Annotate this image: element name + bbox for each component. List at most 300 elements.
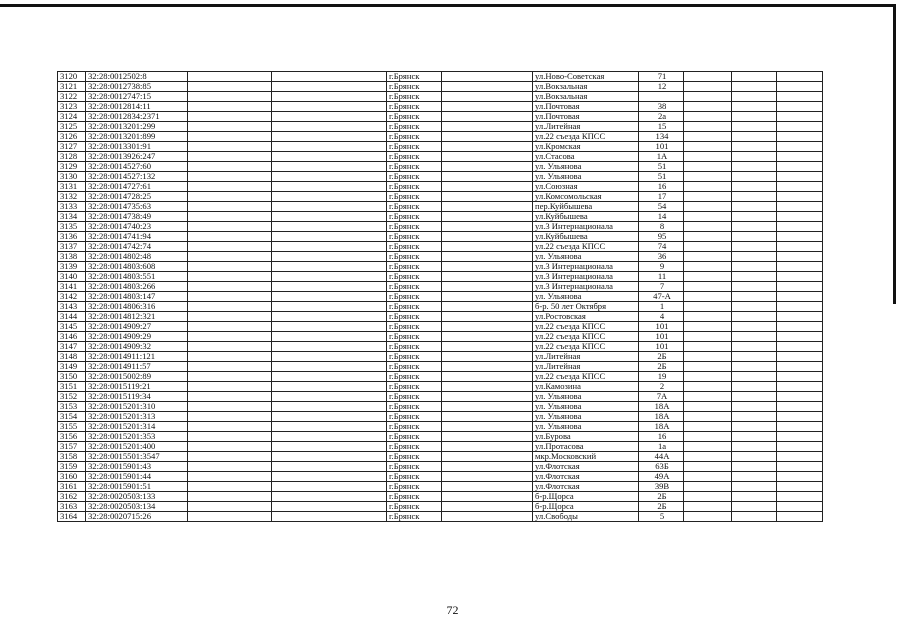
table-row	[58, 202, 823, 212]
cell-row-number: 3152	[58, 392, 86, 402]
cell-empty	[732, 332, 777, 342]
cell-street: ул.22 съезда КПСС	[533, 132, 639, 142]
cell-empty	[442, 512, 533, 522]
cell-empty	[442, 372, 533, 382]
cell-empty	[188, 392, 272, 402]
table-row	[58, 422, 823, 432]
cell-street: ул. Ульянова	[533, 172, 639, 182]
cell-street: ул.Вокзальная	[533, 92, 639, 102]
cell-empty	[188, 312, 272, 322]
cell-street: ул.Кромская	[533, 142, 639, 152]
cell-row-number: 3155	[58, 422, 86, 432]
cell-empty	[272, 232, 387, 242]
cell-empty	[442, 222, 533, 232]
cell-cadastral-number: 32:28:0013926:247	[86, 152, 188, 162]
cell-empty	[732, 512, 777, 522]
cell-empty	[684, 192, 732, 202]
cell-empty	[272, 352, 387, 362]
cell-cadastral-number: 32:28:0014740:23	[86, 222, 188, 232]
cell-row-number: 3159	[58, 462, 86, 472]
cell-empty	[732, 262, 777, 272]
cell-city: г.Брянск	[387, 362, 442, 372]
cell-empty	[732, 352, 777, 362]
cell-house-number: 71	[639, 72, 684, 82]
cell-empty	[684, 362, 732, 372]
cell-empty	[272, 192, 387, 202]
cell-house-number: 11	[639, 272, 684, 282]
cell-empty	[272, 282, 387, 292]
cell-empty	[188, 422, 272, 432]
cell-empty	[188, 352, 272, 362]
cell-cadastral-number: 32:28:0020503:133	[86, 492, 188, 502]
cell-empty	[272, 382, 387, 392]
cell-empty	[777, 272, 823, 282]
cell-empty	[442, 402, 533, 412]
cell-empty	[272, 392, 387, 402]
cell-row-number: 3134	[58, 212, 86, 222]
cell-house-number: 47-А	[639, 292, 684, 302]
table-row	[58, 222, 823, 232]
cell-city: г.Брянск	[387, 332, 442, 342]
cell-city: г.Брянск	[387, 172, 442, 182]
cell-street: мкр.Московский	[533, 452, 639, 462]
cell-empty	[188, 142, 272, 152]
cell-cadastral-number: 32:28:0014803:147	[86, 292, 188, 302]
cell-empty	[684, 352, 732, 362]
cell-row-number: 3132	[58, 192, 86, 202]
cell-empty	[732, 92, 777, 102]
cell-empty	[272, 72, 387, 82]
cell-row-number: 3154	[58, 412, 86, 422]
cell-empty	[188, 332, 272, 342]
cell-empty	[442, 242, 533, 252]
cell-empty	[188, 462, 272, 472]
table-row	[58, 342, 823, 352]
cell-house-number: 51	[639, 172, 684, 182]
cell-street: ул.Вокзальная	[533, 82, 639, 92]
table-row	[58, 492, 823, 502]
cell-street: ул.Ново-Советская	[533, 72, 639, 82]
cell-empty	[684, 312, 732, 322]
cell-empty	[272, 152, 387, 162]
cell-city: г.Брянск	[387, 342, 442, 352]
cell-row-number: 3122	[58, 92, 86, 102]
cell-empty	[188, 282, 272, 292]
cell-city: г.Брянск	[387, 302, 442, 312]
cell-city: г.Брянск	[387, 132, 442, 142]
registry-table-body	[58, 72, 823, 522]
cell-empty	[272, 332, 387, 342]
cell-empty	[732, 112, 777, 122]
cell-empty	[732, 282, 777, 292]
cell-empty	[732, 162, 777, 172]
cell-cadastral-number: 32:28:0014806:316	[86, 302, 188, 312]
cell-street: ул. Ульянова	[533, 422, 639, 432]
cell-house-number: 38	[639, 102, 684, 112]
cell-house-number: 95	[639, 232, 684, 242]
cell-empty	[442, 392, 533, 402]
cell-city: г.Брянск	[387, 72, 442, 82]
table-row	[58, 272, 823, 282]
cell-empty	[684, 372, 732, 382]
cell-empty	[442, 462, 533, 472]
cell-city: г.Брянск	[387, 272, 442, 282]
table-row	[58, 132, 823, 142]
cell-row-number: 3149	[58, 362, 86, 372]
cell-empty	[272, 182, 387, 192]
cell-street: ул.22 съезда КПСС	[533, 372, 639, 382]
cell-empty	[188, 82, 272, 92]
cell-city: г.Брянск	[387, 422, 442, 432]
cell-empty	[442, 282, 533, 292]
cell-empty	[732, 242, 777, 252]
cell-empty	[188, 152, 272, 162]
cell-empty	[684, 292, 732, 302]
cell-empty	[188, 182, 272, 192]
cell-city: г.Брянск	[387, 192, 442, 202]
cell-house-number: 74	[639, 242, 684, 252]
cell-street: ул.22 съезда КПСС	[533, 242, 639, 252]
cell-row-number: 3144	[58, 312, 86, 322]
cell-street: ул.Флотская	[533, 472, 639, 482]
cell-cadastral-number: 32:28:0020715:26	[86, 512, 188, 522]
cell-empty	[272, 292, 387, 302]
cell-empty	[684, 432, 732, 442]
cell-city: г.Брянск	[387, 502, 442, 512]
table-row	[58, 92, 823, 102]
cell-city: г.Брянск	[387, 212, 442, 222]
cell-empty	[272, 172, 387, 182]
cell-cadastral-number: 32:28:0015901:44	[86, 472, 188, 482]
cell-empty	[272, 162, 387, 172]
cell-empty	[188, 252, 272, 262]
cell-empty	[442, 72, 533, 82]
cell-empty	[684, 122, 732, 132]
cell-empty	[442, 142, 533, 152]
cell-cadastral-number: 32:28:0014909:27	[86, 322, 188, 332]
cell-empty	[188, 202, 272, 212]
cell-cadastral-number: 32:28:0015201:310	[86, 402, 188, 412]
cell-empty	[272, 122, 387, 132]
cell-empty	[732, 222, 777, 232]
cell-empty	[188, 162, 272, 172]
cell-empty	[684, 172, 732, 182]
cell-empty	[442, 232, 533, 242]
cell-row-number: 3162	[58, 492, 86, 502]
cell-city: г.Брянск	[387, 412, 442, 422]
cell-city: г.Брянск	[387, 442, 442, 452]
cell-empty	[188, 432, 272, 442]
cell-row-number: 3130	[58, 172, 86, 182]
cell-city: г.Брянск	[387, 472, 442, 482]
cell-empty	[684, 152, 732, 162]
cell-empty	[188, 482, 272, 492]
cell-empty	[777, 212, 823, 222]
table-row	[58, 292, 823, 302]
cell-empty	[732, 182, 777, 192]
table-row	[58, 142, 823, 152]
cell-cadastral-number: 32:28:0015201:313	[86, 412, 188, 422]
cell-city: г.Брянск	[387, 492, 442, 502]
cell-cadastral-number: 32:28:0015901:43	[86, 462, 188, 472]
cell-empty	[777, 152, 823, 162]
cell-row-number: 3125	[58, 122, 86, 132]
table-row	[58, 122, 823, 132]
cell-empty	[777, 382, 823, 392]
cell-empty	[684, 392, 732, 402]
cell-empty	[442, 412, 533, 422]
cell-street: ул.22 съезда КПСС	[533, 322, 639, 332]
cell-empty	[272, 482, 387, 492]
cell-city: г.Брянск	[387, 232, 442, 242]
cell-empty	[188, 382, 272, 392]
cell-empty	[777, 252, 823, 262]
cell-empty	[442, 422, 533, 432]
cell-empty	[732, 312, 777, 322]
table-row	[58, 442, 823, 452]
cell-street: ул.Флотская	[533, 482, 639, 492]
cell-empty	[188, 362, 272, 372]
cell-empty	[442, 472, 533, 482]
cell-row-number: 3161	[58, 482, 86, 492]
cell-empty	[777, 172, 823, 182]
cell-cadastral-number: 32:28:0014741:94	[86, 232, 188, 242]
cell-empty	[732, 122, 777, 132]
cell-empty	[684, 402, 732, 412]
cell-street: ул. Ульянова	[533, 392, 639, 402]
cell-row-number: 3158	[58, 452, 86, 462]
cell-street: ул.22 съезда КПСС	[533, 332, 639, 342]
cell-empty	[272, 222, 387, 232]
cell-empty	[732, 492, 777, 502]
cell-empty	[684, 112, 732, 122]
cell-empty	[188, 342, 272, 352]
cell-street: ул. Ульянова	[533, 292, 639, 302]
cell-empty	[272, 422, 387, 432]
cell-house-number: 18А	[639, 422, 684, 432]
cell-empty	[684, 92, 732, 102]
cell-row-number: 3142	[58, 292, 86, 302]
cell-cadastral-number: 32:28:0013201:899	[86, 132, 188, 142]
table-row	[58, 432, 823, 442]
cell-city: г.Брянск	[387, 512, 442, 522]
cell-empty	[442, 262, 533, 272]
table-row	[58, 82, 823, 92]
cell-empty	[732, 442, 777, 452]
cell-empty	[684, 182, 732, 192]
cell-cadastral-number: 32:28:0020503:134	[86, 502, 188, 512]
table-row	[58, 282, 823, 292]
cell-city: г.Брянск	[387, 82, 442, 92]
cell-street: ул.Бурова	[533, 432, 639, 442]
cell-house-number: 5	[639, 512, 684, 522]
cell-street: ул.Протасова	[533, 442, 639, 452]
cell-empty	[732, 212, 777, 222]
cell-row-number: 3148	[58, 352, 86, 362]
cell-empty	[777, 392, 823, 402]
cell-empty	[272, 402, 387, 412]
cell-empty	[188, 272, 272, 282]
cell-cadastral-number: 32:28:0013201:299	[86, 122, 188, 132]
cell-empty	[732, 402, 777, 412]
cell-empty	[272, 512, 387, 522]
cell-empty	[684, 492, 732, 502]
cell-city: г.Брянск	[387, 122, 442, 132]
cell-cadastral-number: 32:28:0015201:314	[86, 422, 188, 432]
cell-cadastral-number: 32:28:0014802:48	[86, 252, 188, 262]
table-row	[58, 482, 823, 492]
cell-empty	[442, 162, 533, 172]
cell-city: г.Брянск	[387, 152, 442, 162]
cell-cadastral-number: 32:28:0012738:85	[86, 82, 188, 92]
cell-empty	[442, 192, 533, 202]
cell-empty	[442, 492, 533, 502]
cell-empty	[684, 412, 732, 422]
cell-row-number: 3156	[58, 432, 86, 442]
cell-empty	[684, 162, 732, 172]
cell-cadastral-number: 32:28:0015901:51	[86, 482, 188, 492]
cell-empty	[272, 252, 387, 262]
cell-empty	[684, 472, 732, 482]
cell-street: ул.Союзная	[533, 182, 639, 192]
cell-empty	[188, 232, 272, 242]
cell-empty	[442, 272, 533, 282]
cell-empty	[442, 252, 533, 262]
cell-cadastral-number: 32:28:0014728:25	[86, 192, 188, 202]
cell-cadastral-number: 32:28:0014803:551	[86, 272, 188, 282]
cell-empty	[272, 462, 387, 472]
cell-house-number: 18А	[639, 412, 684, 422]
cell-empty	[777, 132, 823, 142]
table-row	[58, 412, 823, 422]
cell-cadastral-number: 32:28:0012747:15	[86, 92, 188, 102]
cell-empty	[684, 252, 732, 262]
cell-empty	[188, 292, 272, 302]
page-number: 72	[446, 603, 459, 617]
cell-street: ул. Ульянова	[533, 162, 639, 172]
cell-city: г.Брянск	[387, 382, 442, 392]
cell-empty	[272, 112, 387, 122]
cell-empty	[684, 202, 732, 212]
cell-empty	[777, 122, 823, 132]
cell-empty	[442, 132, 533, 142]
cell-empty	[732, 482, 777, 492]
cell-empty	[442, 482, 533, 492]
cell-empty	[777, 402, 823, 412]
registry-table	[57, 71, 823, 522]
cell-row-number: 3143	[58, 302, 86, 312]
cell-empty	[442, 292, 533, 302]
cell-empty	[442, 332, 533, 342]
cell-city: г.Брянск	[387, 452, 442, 462]
cell-empty	[188, 102, 272, 112]
cell-empty	[732, 472, 777, 482]
cell-empty	[684, 282, 732, 292]
cell-empty	[188, 492, 272, 502]
cell-empty	[272, 262, 387, 272]
cell-cadastral-number: 32:28:0015501:3547	[86, 452, 188, 462]
cell-street: ул.Комсомольская	[533, 192, 639, 202]
cell-empty	[684, 482, 732, 492]
cell-row-number: 3131	[58, 182, 86, 192]
cell-empty	[777, 362, 823, 372]
cell-street: ул.Куйбышева	[533, 212, 639, 222]
cell-empty	[732, 192, 777, 202]
cell-cadastral-number: 32:28:0012814:11	[86, 102, 188, 112]
cell-city: г.Брянск	[387, 202, 442, 212]
cell-house-number: 19	[639, 372, 684, 382]
cell-street: ул.3 Интернационала	[533, 222, 639, 232]
cell-house-number: 49А	[639, 472, 684, 482]
cell-empty	[188, 72, 272, 82]
cell-cadastral-number: 32:28:0013301:91	[86, 142, 188, 152]
cell-street: б-р.Щорса	[533, 492, 639, 502]
cell-empty	[272, 92, 387, 102]
cell-empty	[777, 432, 823, 442]
cell-city: г.Брянск	[387, 372, 442, 382]
cell-empty	[777, 302, 823, 312]
cell-street: ул.Почтовая	[533, 112, 639, 122]
table-row	[58, 162, 823, 172]
table-row	[58, 72, 823, 82]
cell-city: г.Брянск	[387, 392, 442, 402]
table-row	[58, 362, 823, 372]
cell-row-number: 3150	[58, 372, 86, 382]
cell-empty	[777, 472, 823, 482]
cell-empty	[188, 242, 272, 252]
page-frame-top	[0, 4, 895, 7]
cell-empty	[188, 192, 272, 202]
cell-empty	[684, 272, 732, 282]
cell-empty	[684, 242, 732, 252]
cell-house-number: 7	[639, 282, 684, 292]
cell-empty	[684, 332, 732, 342]
cell-street: пер.Куйбышева	[533, 202, 639, 212]
cell-empty	[732, 232, 777, 242]
cell-empty	[732, 142, 777, 152]
cell-house-number: 2Б	[639, 352, 684, 362]
cell-row-number: 3153	[58, 402, 86, 412]
cell-row-number: 3146	[58, 332, 86, 342]
cell-empty	[442, 122, 533, 132]
cell-empty	[777, 72, 823, 82]
cell-cadastral-number: 32:28:0014727:61	[86, 182, 188, 192]
cell-row-number: 3135	[58, 222, 86, 232]
cell-row-number: 3157	[58, 442, 86, 452]
cell-empty	[732, 372, 777, 382]
cell-row-number: 3136	[58, 232, 86, 242]
cell-empty	[188, 442, 272, 452]
cell-house-number: 1А	[639, 152, 684, 162]
cell-street: ул.Флотская	[533, 462, 639, 472]
cell-empty	[684, 462, 732, 472]
cell-row-number: 3138	[58, 252, 86, 262]
cell-empty	[188, 212, 272, 222]
cell-empty	[272, 322, 387, 332]
cell-row-number: 3124	[58, 112, 86, 122]
cell-house-number: 12	[639, 82, 684, 92]
cell-city: г.Брянск	[387, 262, 442, 272]
cell-row-number: 3160	[58, 472, 86, 482]
cell-row-number: 3145	[58, 322, 86, 332]
cell-street: ул.Литейная	[533, 352, 639, 362]
cell-empty	[777, 202, 823, 212]
cell-house-number	[639, 92, 684, 102]
cell-city: г.Брянск	[387, 352, 442, 362]
cell-empty	[188, 122, 272, 132]
table-row	[58, 472, 823, 482]
cell-cadastral-number: 32:28:0014738:49	[86, 212, 188, 222]
